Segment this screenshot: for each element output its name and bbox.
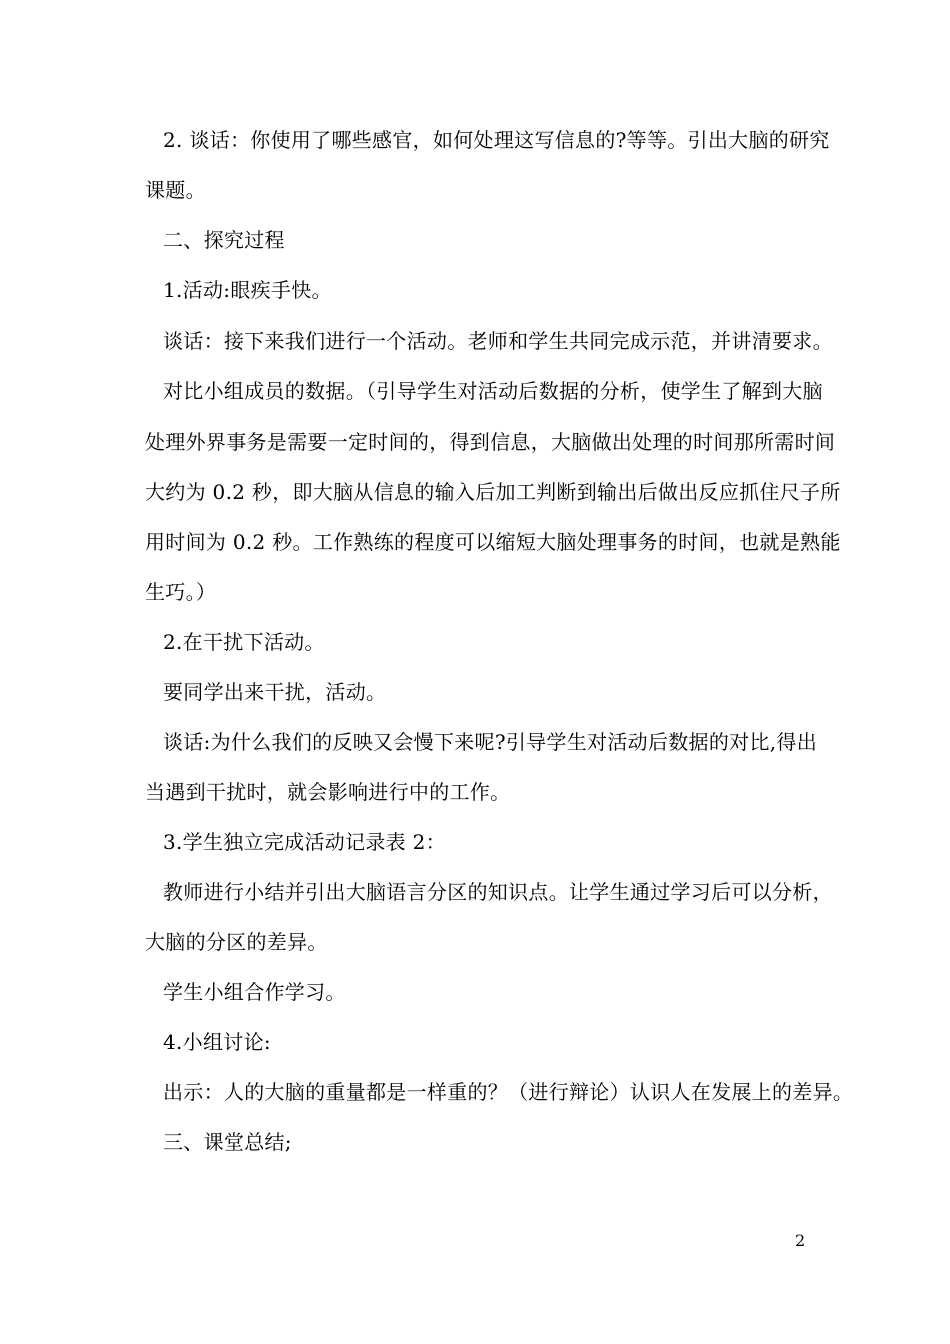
paragraph-line: 谈话:为什么我们的反映又会慢下来呢?引导学生对活动后数据的对比,得出 xyxy=(163,730,818,754)
paragraph-line: 1.活动:眼疾手快。 xyxy=(163,278,332,302)
paragraph-line: 谈话：接下来我们进行一个活动。老师和学生共同完成示范，并讲清要求。 xyxy=(163,329,833,353)
paragraph-line: 学生小组合作学习。 xyxy=(163,980,346,1004)
page-number: 2 xyxy=(795,1231,806,1250)
paragraph-line: 大约为 0.2 秒，即大脑从信息的输入后加工判断到输出后做出反应抓住尺子所 xyxy=(145,480,841,504)
paragraph-line: 生巧。） xyxy=(145,580,217,604)
paragraph-line: 2.在干扰下活动。 xyxy=(163,630,325,654)
paragraph-line: 3.学生独立完成活动记录表 2： xyxy=(163,830,446,854)
paragraph-line: 4.小组讨论: xyxy=(163,1030,271,1054)
paragraph-line: 教师进行小结并引出大脑语言分区的知识点。让学生通过学习后可以分析， xyxy=(163,880,833,904)
paragraph-line: 处理外界事务是需要一定时间的，得到信息，大脑做出处理的时间那所需时间 xyxy=(145,430,836,454)
section-heading: 二、探究过程 xyxy=(163,228,285,252)
section-heading: 三、课堂总结; xyxy=(163,1130,292,1154)
paragraph-line: 要同学出来干扰，活动。 xyxy=(163,680,387,704)
paragraph-line: 课题。 xyxy=(145,178,206,202)
paragraph-line: 对比小组成员的数据。（引导学生对活动后数据的分析，使学生了解到大脑 xyxy=(163,379,823,403)
paragraph-line: 2. 谈话：你使用了哪些感官，如何处理这写信息的?等等。引出大脑的研究 xyxy=(163,128,830,152)
paragraph-line: 当遇到干扰时，就会影响进行中的工作。 xyxy=(145,780,511,804)
paragraph-line: 用时间为 0.2 秒。工作熟练的程度可以缩短大脑处理事务的时间，也就是熟能 xyxy=(145,530,841,554)
paragraph-line: 出示：人的大脑的重量都是一样重的？（进行辩论）认识人在发展上的差异。 xyxy=(163,1080,854,1104)
paragraph-line: 大脑的分区的差异。 xyxy=(145,930,328,954)
